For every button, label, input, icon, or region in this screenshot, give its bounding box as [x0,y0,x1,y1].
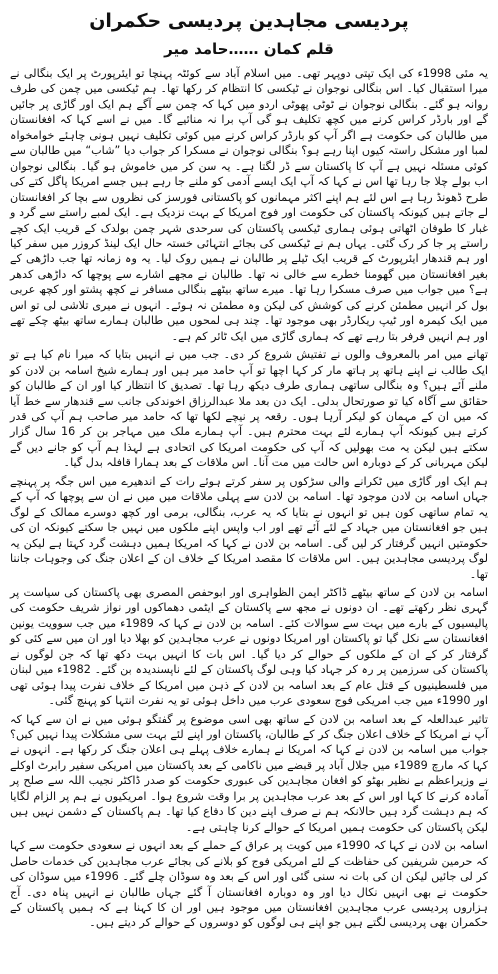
article-paragraph: تھانے میں امر بالمعروف والوں نے تفتیش شروع کر دی۔ جب میں نے انہیں بتایا کہ میرا نام کیا ہے تو ایک طالب نے اپنے ہاتھ پر ہاتھ مار کر کہا اچھا تو آپ حامد میر ہیں اور ہمارے شیخ اسامہ بن لادن کو ملنے آئے ہیں؟ وہ بنگالی ساتھی ہماری طرف دیکھ رہا تھا۔ تصدیق کا انتظار کیا اور ان کے طالبان کو حقائق سے آگاہ کیا تو صورتحال بدلی۔ ایک دن بعد ملا عبدالرزاق اخوندکی جانب سے قندھار سے خط آیا کہ میں ان کے مہمان کو لیکر آرہا ہوں۔ رقعہ پر نیچے لکھا تھا کہ حامد میر صاحب ہم آپ کی قدر کرتے ہیں کیونکہ آپ ہمارے لئے بہت محترم ہیں۔ آپ ہمارے ملک میں مہاجر بن کر 16 سال گزار سکتے ہیں لیکن یہ مت بھولیں کہ آپ کی حکومت امریکا کی اتحادی ہے لہذا ہم آپ کو جانے دیں گے لیکن مہربانی کر کے دوبارہ اس حالت میں مت آنا۔ اس ملاقات کے بعد ہمارا قافلہ بدل گیا۔ [10,348,488,470]
article-paragraph: تاثیر عبدالعلہ کے بعد اسامہ بن لادن کے ساتھ بھی اسی موضوع پر گفتگو ہوئی میں نے ان سے کہا کہ آپ نے امریکا کے خلاف اعلان جنگ کر کے طالبان، پاکستان اور اپنے لئے بہت سی مشکلات پیدا نہیں کیں؟ جواب میں اسامہ بن لادن نے کہا کہ امریکا نے ہمارے خلاف پہلے ہی اعلان جنگ کر رکھا ہے۔ انہوں نے کہا کہ مارچ 1989ء میں جلال آباد پر قبضے میں ناکامی کے بعد پاکستان میں امریکی سفیر رابرٹ اوکلے نے وزیراعظم بے نظیر بھٹو کو افغان مجاہدین کی عبوری حکومت کو صدر ڈاکٹر نجیب اللہ سے صلح پر آمادہ کرنے کا کہا اور اس کے بعد عرب مجاہدین پر برا وقت شروع ہوا۔ امریکیوں نے ہم پر الزام لگایا کہ ہم دہشت گرد ہیں حالانکہ ہم نے صرف اپنے دین کا دفاع کیا تھا۔ ہم پاکستان کے دشمن نہیں ہیں لیکن پاکستان کی حکومت ہمیں امریکا کے حوالے کرنا چاہتی ہے۔ [10,712,489,834]
article-body [10,66,488,931]
article-paragraph: اسامہ بن لادن کے ساتھ بیٹھے ڈاکٹر ایمن الظواہری اور ابوحفص المصری بھی پاکستان کی سیاست پر گہری نظر رکھتے تھے۔ ان دونوں نے مجھ سے پاکستان کے ایٹمی دھماکوں اور نواز شریف حکومت کی پالیسیوں کے بارے میں بہت سے سوالات کئے۔ اسامہ بن لادن نے کہا کہ 1989ء میں جب سوویت یونین افغانستان سے نکل گیا تو پاکستان اور امریکا دونوں نے عرب مجاہدین کو بھلا دیا اور ان میں سے کئی کو گرفتار کر کے ان کے ملکوں کے حوالے کر دیا گیا۔ اس بات کا انہیں بہت دکھ تھا کہ جن لوگوں نے پاکستان کی سرزمین پر رہ کر جہاد کیا وہی لوگ پاکستان کے لئے ناپسندیدہ بن گئے۔ 1982ء میں لبنان میں فلسطینیوں کے قتل عام کے بعد اسامہ بن لادن کے ذہن میں امریکا کے خلاف نفرت پیدا ہوئی تھی اور 1990ء میں جب امریکی فوج سعودی عرب میں داخل ہوئی تو یہ نفرت انتہا کو پہنچ گئی۔ [10,585,489,708]
article-paragraph: اسامہ بن لادن نے کہا کہ 1990ء میں کویت پر عراق کے حملے کے بعد انہوں نے سعودی حکومت سے کہا کہ حرمین شریفین کی حفاظت کے لئے امریکی فوج کو بلانے کی بجائے عرب مجاہدین کی خدمات حاصل کر لی جائیں لیکن ان کی بات نہ سنی گئی اور اس کے بعد وہ سوڈان چلے گئے۔ 1996ء میں سوڈان کی حکومت نے بھی انہیں نکال دیا اور وہ دوبارہ افغانستان آ گئے جہاں طالبان نے انہیں پناہ دی۔ آج ہزاروں پردیسی عرب مجاہدین افغانستان میں موجود ہیں اور ان کا کہنا ہے کہ ہمیں پاکستان کے حکمران بھی پردیسی لگتے ہیں جو اپنے ہی لوگوں کو دوسروں کے حوالے کر دیتے ہیں۔ [10,839,488,930]
article-paragraph: یہ مئی 1998ء کی ایک تپتی دوپہر تھی۔ میں اسلام آباد سے کوئٹہ پہنچا تو ایئرپورٹ پر ایک بنگالی نے میرا استقبال کیا۔ اس بنگالی نوجوان نے ٹیکسی کا انتظام کر رکھا تھا۔ ہم ٹیکسی میں چمن کی طرف روانہ ہو گئے۔ بنگالی نوجوان نے ٹوٹی پھوٹی اردو میں کہا کہ چمن سے آگے ہم ایک اور گاڑی پر جائیں گے اور بارڈر کراس کرنے میں کچھ تکلیف ہو گی آپ برا نہ منائیے گا۔ میں نے اسے کہا کہ افغانستان میں طالبان کی حکومت ہے اگر آپ کو بارڈر کراس کرنے میں کوئی تکلیف نہیں ہونی چاہئے خوامخواہ لمبا اور مشکل راستہ کیوں اپنا رہے ہو؟ بنگالی نوجوان نے مسکرا کر جواب دیا ”شاب“ میں طالبان سے کوئی مسئلہ نہیں ہے آپ کا پاکستان سے ڈر لگتا ہے۔ یہ سن کر میں خاموش ہو گیا۔ بنگالی نوجوان اب بولے چلا جا رہا تھا اس نے کہا کہ آپ ایک ایسے آدمی کو ملنے جا رہے ہیں جسے امریکا پاگل کتے کی طرح ڈھونڈ رہا ہے اس لئے ہم اپنے اکثر مہمانوں کو پاکستانی فورسز کی نظروں سے بچا کر افغانستان لے جاتے ہیں کیونکہ پاکستان کی حکومت اور فوج امریکا کے بہت نزدیک ہے۔ ایک لمبے راستے سے گرد و غبار کا طوفان اٹھاتی ہوئی ہماری ٹیکسی پاکستان کی سرحدی شہر چمن بولدک کے قریب ایک کچے راستے پر جا کر رک گئی۔ یہاں ہم نے ٹیکسی کی بجائے انتہائی خستہ حال ایک لینڈ کروزر میں سفر کیا اور ہم قندھار ایئرپورٹ کے قریب ایک ٹیلے پر طالبان نے ہمیں روک لیا۔ یہ وہ زمانہ تھا جب داڑھی کے بغیر افغانستان میں گھومنا خطرے سے خالی نہ تھا۔ طالبان نے مجھے اشارے سے پوچھا کہ داڑھی کدھر ہے؟ میں جواب میں صرف مسکرا رہا تھا۔ میرے ساتھ بیٹھے بنگالی مسافر نے کچھ پشتو اور کچھ عربی بول کر انہیں مطمئن کرنے کی کوشش کی لیکن وہ مطمئن نہ ہوئے۔ انہوں نے میری تلاشی لی تو اس میں ایک کیمرہ اور ٹیپ ریکارڈر بھی موجود تھا۔ چند ہی لمحوں میں طالبان ہمارے ساتھ بیٹھ چکے تھے اور ہم انہیں فرفر بتا رہے تھے کہ ہماری گاڑی میں ایک ٹائر کم ہے۔ [10,67,488,343]
article-byline: قلم کمان ……حامد میر [164,40,334,58]
article-paragraph: ہم ایک اور گاڑی میں ٹکرانے والی سڑکوں پر سفر کرتے ہوئے رات کے اندھیرے میں اس جگہ پر پہنچے جہاں اسامہ بن لادن موجود تھا۔ اسامہ بن لادن سے پہلی ملاقات میں میں نے ان سے پوچھا کہ آپ کے یہ تمام ساتھی کون ہیں تو انہوں نے بتایا کہ یہ عرب، بنگالی، برمی اور کچھ دوسرے ممالک کے لوگ ہیں جو افغانستان میں جہاد کے لئے آئے تھے اور اب واپس اپنے ملکوں میں نہیں جا سکتے کیونکہ ان کی حکومتیں انہیں گرفتار کر لیں گی۔ اسامہ بن لادن نے کہا کہ امریکا ہمیں دہشت گرد کہتا ہے لیکن یہ لوگ پردیسی مجاہدین ہیں۔ اس ملاقات کا مقصد امریکا کے خلاف ان کے اعلان جنگ کی وجوہات جاننا تھا۔ [10,474,488,581]
article-title: پردیسی مجاہدین پردیسی حکمران [89,10,409,32]
